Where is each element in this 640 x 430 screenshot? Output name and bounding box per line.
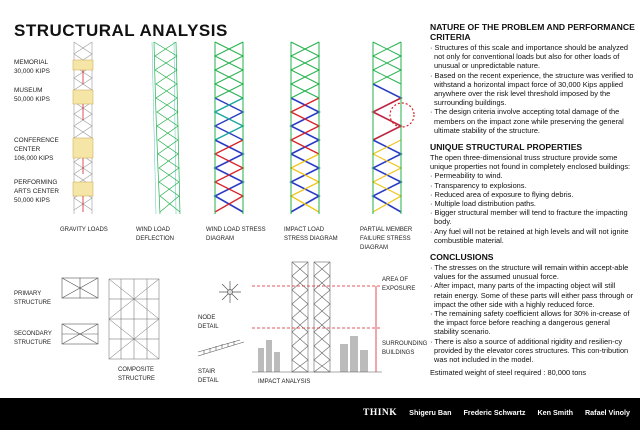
bullet-item: · Reduced area of exposure to flying debris.	[430, 189, 574, 199]
gravity-loads-tower	[70, 40, 96, 220]
caption-wind-deflection: WIND LOAD DEFLECTION	[136, 227, 175, 242]
label-stair-detail: STAIR DETAIL	[198, 369, 219, 384]
credit-member: Shigeru Ban	[409, 408, 452, 417]
bullet-item: · Any fuel will not be retained at high levels and will not ignite combustible material.	[430, 226, 629, 245]
label-surrounding-buildings: SURROUNDING BUILDINGS	[382, 341, 428, 356]
label-secondary-structure: SECONDARY STRUCTURE	[14, 331, 52, 346]
wind-deflection-tower	[150, 40, 182, 220]
caption-partial-failure: PARTIAL MEMBER FAILURE STRESS DIAGRAM	[360, 227, 413, 251]
load-label-museum: MUSEUM 50,000 KIPS	[14, 87, 50, 103]
bullet-item: · After impact, many parts of the impacting object will still retain energy. Some of these parts will either pass through or impact the other side with a highly reduced force.	[430, 281, 634, 309]
footer-bar	[0, 398, 640, 430]
bullet-item: · The remaining safety coefficient allows for 30% in-crease of the impact force before reaching a dangerous general stability scenario.	[430, 309, 630, 337]
team-name: THINK	[362, 408, 398, 418]
composite-structure-sketch	[106, 276, 162, 362]
wind-stress-tower	[212, 40, 246, 220]
caption-wind-stress: WIND LOAD STRESS DIAGRAM	[206, 227, 266, 242]
credit-member: Ken Smith	[537, 408, 573, 417]
partial-failure-tower	[370, 40, 410, 220]
impact-analysis-sketch	[252, 256, 382, 376]
caption-gravity-loads: GRAVITY LOADS	[60, 227, 108, 233]
caption-impact-stress: IMPACT LOAD STRESS DIAGRAM	[284, 227, 338, 242]
credit-member: Rafael Vinoly	[584, 408, 630, 417]
bullet-item: · Bigger structural member will tend to fracture the impacting body.	[430, 208, 628, 227]
bullet-item: · There is also a source of additional rigidity and resilien-cy provided by the elevator cores structures. This con-tribution was not included in the model.	[430, 336, 629, 365]
section-heading: CONCLUSIONS	[430, 252, 494, 263]
bullet-item: · Transparency to explosions.	[430, 180, 527, 190]
bullet-item: · The stresses on the structure will remain within accept-able values for the assumed unusual force.	[430, 263, 629, 282]
failure-zone-marker	[390, 103, 414, 127]
section-intro: The open three-dimensional truss structure provide some unique properties not found in completely enclosed buildings:	[430, 153, 631, 172]
credits	[363, 408, 630, 418]
text-column	[430, 22, 635, 385]
secondary-structure-sketch	[60, 322, 100, 346]
bullet-item: · The design criteria involve accepting total damage of the members on the impact zone while preserving the general ultimate stability of the structure.	[430, 107, 624, 135]
load-label-conference-center: CONFERENCE CENTER 106,000 KIPS	[14, 137, 59, 162]
bullet-item: · Multiple load distribution paths.	[430, 199, 536, 209]
stair-detail-sketch	[196, 340, 246, 358]
label-impact-analysis: IMPACT ANALYSIS	[258, 379, 311, 385]
section-heading: UNIQUE STRUCTURAL PROPERTIES	[430, 142, 583, 153]
label-node-detail: NODE DETAIL	[198, 315, 219, 330]
section-unique-properties	[430, 142, 635, 245]
section-heading: NATURE OF THE PROBLEM AND PERFORMANCE CRITERIA	[430, 22, 635, 42]
label-composite-structure: COMPOSITE STRUCTURE	[118, 367, 155, 382]
page-title: STRUCTURAL ANALYSIS	[14, 21, 228, 40]
bullet-item: · Structures of this scale and importance should be analyzed not only for conventional loads but also for other loads of unusual or unpredictable nature.	[430, 43, 629, 71]
label-area-of-exposure: AREA OF EXPOSURE	[382, 277, 416, 292]
bullet-item: · Based on the recent experience, the structure was verified to withstand a horizontal impact force of 30,000 Kips applied anywhere over the risk level threshold imposed by the surrounding buildings.	[430, 70, 634, 108]
label-primary-structure: PRIMARY STRUCTURE	[14, 291, 51, 306]
load-label-memorial: MEMORIAL 30,000 KIPS	[14, 59, 50, 75]
steel-weight-estimate: Estimated weight of steel required : 80,000 tons	[430, 368, 587, 378]
bullet-item: · Permeability to wind.	[430, 171, 503, 181]
impact-stress-tower	[288, 40, 322, 220]
credit-member: Frederic Schwartz	[463, 408, 526, 417]
section-nature-of-problem	[430, 22, 635, 135]
primary-structure-sketch	[60, 276, 100, 300]
section-conclusions	[430, 252, 635, 377]
node-detail-sketch	[218, 280, 242, 304]
load-label-performing-arts-center: PERFORMING ARTS CENTER 50,000 KIPS	[14, 179, 59, 204]
